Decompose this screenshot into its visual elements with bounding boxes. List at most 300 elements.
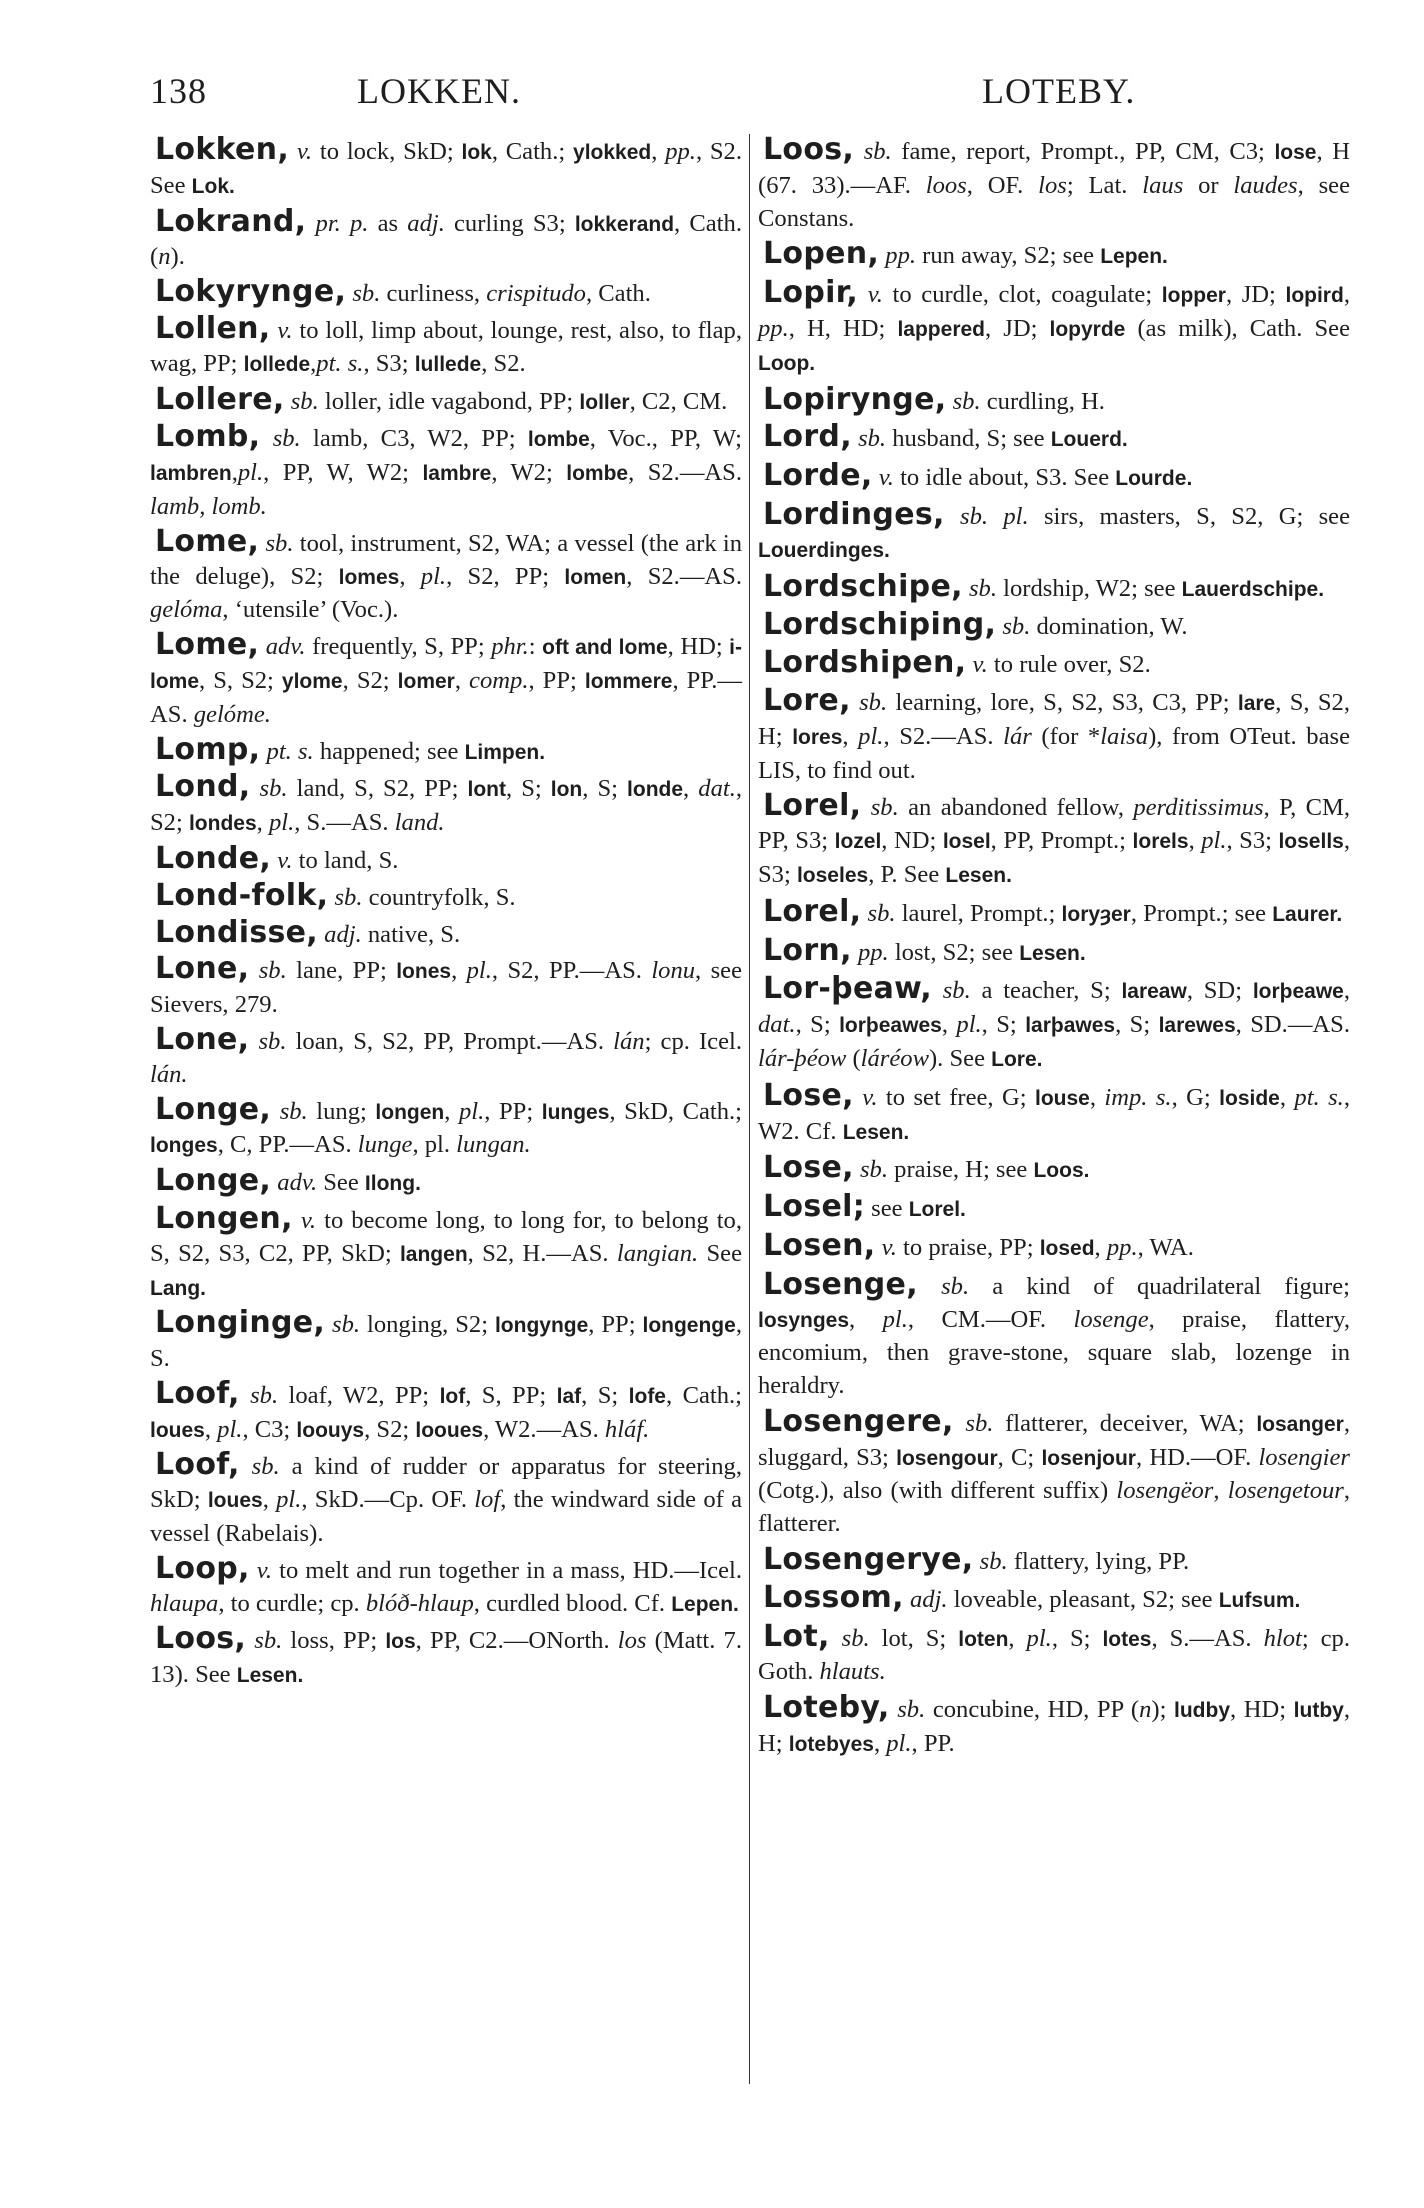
italic-text: pl. (458, 1097, 485, 1125)
entry-headword: Lopirynge, (763, 381, 947, 417)
form-variant: lomer (397, 669, 455, 693)
grammar-label: sb. (968, 574, 997, 602)
dictionary-entry (758, 1544, 1350, 1579)
italic-text: pt. s. (316, 349, 364, 377)
grammar-label: sb. (254, 1627, 283, 1655)
dictionary-entry (150, 203, 742, 275)
definition-text: lamb, C3, W2, PP; (300, 425, 528, 453)
page-header (150, 70, 1150, 120)
italic-text: pl. (466, 957, 492, 985)
grammar-label: adv. (277, 1169, 318, 1197)
entry-headword: Lome, (155, 627, 260, 663)
definition-text: , S.—AS. (1151, 1624, 1264, 1652)
dictionary-entry (758, 790, 1350, 892)
italic-text: hlaupa (150, 1589, 219, 1617)
definition-text: , P, CM, PP, S3; (758, 794, 1351, 855)
cross-reference: Lesen. (236, 1664, 304, 1688)
definition-text: flattery, lying, PP. (1007, 1548, 1190, 1576)
definition-text: flatterer, deceiver, WA; (993, 1409, 1257, 1437)
definition-text: ; Lat. (1066, 171, 1143, 199)
definition-text: , (1089, 1083, 1105, 1111)
italic-text: pt. s. (1294, 1083, 1344, 1111)
entry-headword: Lomp, (155, 731, 261, 767)
definition-text: , (204, 1415, 218, 1443)
form-variant: lutby (1293, 1699, 1344, 1723)
definition-text: , C, PP.—AS. (217, 1131, 358, 1159)
italic-text: comp. (469, 666, 529, 694)
form-variant: lotes (1102, 1627, 1152, 1651)
cross-reference: Louerdinges. (758, 538, 890, 562)
definition-text: , S3; (758, 827, 1350, 888)
italic-text: pp. (1106, 1233, 1138, 1261)
entry-headword: Loof, (155, 1447, 240, 1483)
italic-text: pl. (237, 459, 264, 487)
definition-text: , (1343, 281, 1350, 309)
form-variant: loseles (796, 863, 869, 887)
definition-text: , OF. (966, 171, 1039, 199)
dictionary-entry (758, 1191, 1350, 1227)
form-variant: lombe (527, 428, 590, 452)
entry-headword: Loos, (155, 1621, 247, 1657)
italic-text: dat. (758, 1011, 796, 1039)
italic-text: lán. (150, 1060, 188, 1088)
definition-text: , HD; (1230, 1696, 1294, 1724)
dictionary-entry (150, 276, 742, 311)
cross-reference: Lourde. (1115, 467, 1193, 491)
italic-text: laisa (1100, 722, 1149, 750)
cross-reference: Limpen. (464, 740, 546, 764)
form-variant: larþawes (1025, 1014, 1116, 1038)
definition-text: , (1343, 977, 1351, 1005)
italic-text: pl. (1026, 1624, 1052, 1652)
definition-text: , S2, PP; (446, 562, 565, 590)
definition-text: , (399, 562, 421, 590)
form-variant: loten (958, 1627, 1009, 1651)
grammar-label: sb. (1002, 613, 1031, 641)
dictionary-entry (150, 731, 742, 770)
definition-text: , Voc., PP, W; (589, 425, 742, 453)
entry-headword: Losen, (763, 1227, 876, 1263)
grammar-label: v. (277, 316, 293, 344)
dictionary-entry (150, 629, 742, 731)
italic-text: n (158, 243, 171, 271)
right-column (758, 134, 1350, 1765)
definition-text: , P. See (868, 860, 946, 888)
definition-text: , (451, 957, 467, 985)
definition-text: , (444, 1097, 459, 1125)
grammar-label: sb. (858, 425, 887, 453)
italic-text: perditissimus (1133, 794, 1264, 822)
dictionary-entry (150, 877, 742, 915)
grammar-label: sb. (867, 899, 896, 927)
definition-text: , ND; (881, 827, 943, 855)
definition-text: ). See (928, 1044, 992, 1072)
definition-text: to set free, G; (877, 1083, 1035, 1111)
entry-headword: Lord, (763, 419, 852, 455)
definition-text: to curdle, clot, coagulate; (882, 281, 1162, 309)
entry-headword: Lot, (763, 1618, 830, 1654)
definition-text: , H; (758, 1696, 1350, 1758)
form-variant: lorþeawes (839, 1014, 942, 1038)
form-variant: ylokked (573, 141, 652, 164)
form-variant: longenge (642, 1314, 736, 1338)
italic-text: losengier (1258, 1443, 1350, 1471)
definition-text: , (310, 349, 317, 377)
form-variant: lappered (897, 317, 985, 341)
definition-text: loss, PP; (282, 1627, 386, 1655)
form-variant: louse (1034, 1086, 1090, 1110)
dictionary-entry (758, 460, 1350, 496)
definition-text: , Prompt.; see (1130, 899, 1273, 927)
entry-headword: Lond, (155, 769, 251, 805)
definition-text: , (262, 1486, 277, 1514)
italic-text: langian. (616, 1239, 699, 1267)
definition-text: curliness, (380, 280, 487, 308)
grammar-label: v. (296, 138, 313, 165)
definition-text: , HD; (667, 633, 730, 661)
form-variant: losells (1278, 830, 1344, 854)
entry-headword: Lomb, (155, 419, 261, 455)
italic-text: adj. (407, 209, 445, 237)
entry-headword: Losengere, (763, 1403, 954, 1439)
dictionary-entry (150, 1623, 742, 1693)
definition-text: , (231, 459, 238, 487)
form-variant: loryȝer (1061, 902, 1131, 926)
dictionary-entry (758, 238, 1350, 274)
entry-headword: Loos, (763, 132, 855, 167)
definition-text: , S; (582, 775, 628, 803)
italic-text: láréow (860, 1044, 929, 1072)
definition-text: a teacher, S; (970, 977, 1122, 1005)
definition-text: ( (846, 1044, 861, 1072)
grammar-label: v. (867, 281, 883, 309)
definition-text: , see Sievers, 279. (150, 957, 742, 1019)
italic-text: pl. (268, 809, 295, 837)
italic-text: land. (394, 809, 445, 837)
definition-text: , sluggard, S3; (758, 1409, 1350, 1471)
dictionary-entry (758, 932, 1350, 971)
dictionary-entry (758, 647, 1350, 682)
italic-text: hlauts. (819, 1658, 886, 1686)
grammar-label: sb. (952, 387, 981, 415)
grammar-label: sb. (258, 1027, 287, 1055)
definition-text: , S2. (481, 349, 526, 377)
definition-text: , WA. (1137, 1233, 1194, 1261)
definition-text: , JD; (1225, 281, 1286, 309)
form-variant: oft and lome (542, 636, 668, 660)
italic-text: lonu (651, 957, 696, 985)
italic-text: pl. (1201, 827, 1227, 855)
definition-text: ). (170, 243, 185, 271)
dictionary-entry (758, 1618, 1350, 1690)
definition-text: native, S. (361, 920, 461, 948)
italic-text: hlot (1263, 1624, 1302, 1652)
italic-text: los (617, 1627, 647, 1655)
entry-headword: Losengerye, (763, 1542, 974, 1578)
form-variant: lorþeawe (1252, 980, 1344, 1004)
definition-text: , SkD, Cath.; (609, 1097, 743, 1125)
form-variant: lont (467, 778, 506, 802)
form-variant: lozel (834, 830, 882, 854)
definition-text: , (454, 666, 470, 694)
form-variant: larewes (1158, 1014, 1236, 1038)
definition-text: , H (67. 33).—AF. (758, 138, 1350, 199)
italic-text: losenge (1073, 1305, 1149, 1333)
form-variant: los (385, 1630, 416, 1654)
entry-headword: Lordschipe, (763, 568, 963, 604)
definition-text: concubine, HD, PP ( (925, 1696, 1140, 1724)
definition-text: run away, S2; see (916, 242, 1101, 270)
form-variant: lotebyes (788, 1733, 874, 1757)
definition-text: , Cath.; (491, 138, 574, 165)
definition-text: husband, S; see (886, 425, 1051, 453)
definition-text: , W2.—AS. (483, 1415, 605, 1443)
definition-text: , S2.—AS. (626, 562, 743, 590)
left-guide-word: LOKKEN. (357, 71, 521, 111)
definition-text: , SkD.—Cp. OF. (301, 1486, 475, 1514)
form-variant: loller (579, 390, 630, 414)
grammar-label: sb. (863, 138, 892, 165)
cross-reference: Lepen. (1100, 245, 1168, 269)
cross-reference: Lang. (150, 1276, 206, 1300)
dictionary-entry (150, 1550, 742, 1622)
definition-text: , (1094, 1233, 1107, 1261)
dictionary-entry (150, 840, 742, 878)
definition-text: to become long, to long for, to belong to, S, S2, S3, C2, PP, SkD; (150, 1206, 742, 1267)
definition-text: loan, S, S2, PP, Prompt.—AS. (286, 1027, 614, 1055)
entry-headword: Lose, (763, 1150, 854, 1186)
definition-text: lane, PP; (286, 957, 397, 985)
column-divider (749, 134, 750, 2084)
cross-reference: Louerd. (1050, 428, 1128, 452)
cross-reference: Lufsum. (1218, 1588, 1301, 1612)
form-variant: langen (399, 1242, 468, 1266)
entry-headword: Lorel, (763, 788, 862, 824)
italic-text: loos (925, 171, 967, 199)
dictionary-entry (758, 421, 1350, 457)
definition-text: , praise, flattery, encomium, then grave-stone, square slab, lozenge in heraldry. (758, 1305, 1351, 1400)
definition-text: , (941, 1011, 957, 1039)
form-variant: loues (207, 1489, 263, 1513)
left-column (150, 134, 742, 1695)
entry-headword: Losenge, (763, 1266, 918, 1302)
entry-headword: Loof, (155, 1375, 240, 1411)
definition-text: frequently, S, PP; (305, 633, 492, 661)
definition-text: laurel, Prompt.; (895, 899, 1062, 927)
grammar-label: sb. (334, 883, 363, 911)
definition-text: curling S3; (444, 209, 575, 237)
form-variant: lopird (1285, 284, 1344, 308)
grammar-label: sb. (979, 1548, 1008, 1576)
entry-headword: Lone, (155, 1021, 250, 1057)
definition-text: praise, H; see (888, 1156, 1034, 1184)
definition-text: , S; (1115, 1011, 1159, 1039)
form-variant: losel (942, 830, 991, 854)
definition-text: tool, instrument, S2, WA; a vessel (the ark in the deluge), S2; (150, 529, 742, 590)
dictionary-entry (758, 381, 1350, 419)
definition-text: to land, S. (292, 846, 399, 874)
dictionary-entry (150, 914, 742, 952)
definition-text: , (1188, 827, 1202, 855)
grammar-label: sb. (859, 688, 888, 716)
italic-text: pp. (758, 314, 789, 342)
grammar-label: sb. pl. (960, 502, 1029, 530)
form-variant: longynge (494, 1314, 589, 1338)
definition-text: , PP, C2.—ONorth. (415, 1627, 618, 1655)
definition-text: , C2, CM. (629, 387, 728, 415)
dictionary-entry (758, 609, 1350, 644)
definition-text: , (683, 775, 699, 803)
cross-reference: Lok. (191, 174, 235, 198)
definition-text: a kind of rudder or apparatus for steering, SkD; (150, 1453, 742, 1514)
dictionary-entry (758, 496, 1350, 568)
definition-text: , see Constans. (758, 171, 1350, 232)
form-variant: ludby (1174, 1699, 1230, 1723)
dictionary-entry (150, 310, 742, 382)
form-variant: loues (150, 1418, 205, 1442)
grammar-label: v. (881, 1233, 897, 1261)
definition-text: , PP, Prompt.; (990, 827, 1133, 855)
form-variant: londe (627, 778, 684, 802)
definition-text: , S2; (342, 666, 398, 694)
entry-headword: Lopir, (763, 275, 859, 311)
form-variant: lopper (1161, 284, 1226, 308)
form-variant: lok (461, 141, 492, 164)
grammar-label: sb. (265, 529, 294, 557)
italic-text: losengëor (1116, 1477, 1214, 1505)
definition-text: , S.—AS. (294, 809, 395, 837)
cross-reference: Loop. (758, 351, 816, 375)
grammar-label: sb. (897, 1696, 926, 1724)
entry-headword: Lorn, (763, 932, 852, 968)
form-variant: lombe (566, 462, 629, 486)
dictionary-entry (758, 973, 1350, 1076)
form-variant: lommere (584, 669, 673, 693)
cross-reference: Lepen. (671, 1592, 739, 1616)
italic-text: phr. (491, 633, 529, 661)
entry-headword: Lond-folk, (155, 877, 329, 913)
cross-reference: Lesen. (842, 1120, 910, 1144)
entry-headword: Lordshipen, (763, 645, 967, 681)
definition-text: , S, PP; (465, 1381, 557, 1409)
definition-text: , W2; (491, 459, 567, 487)
definition-text: lung; (307, 1097, 376, 1125)
entry-headword: Lokyrynge, (155, 274, 347, 310)
definition-text: fame, report, Prompt., PP, CM, C3; (891, 138, 1275, 165)
dictionary-entry (758, 277, 1350, 380)
form-variant: lareaw (1121, 980, 1187, 1004)
dictionary-entry (150, 1091, 743, 1164)
definition-text: , PP; (484, 1097, 542, 1125)
entry-headword: Lordschiping, (763, 607, 997, 643)
grammar-label: sb. (942, 977, 971, 1005)
dictionary-entry (758, 1077, 1350, 1150)
form-variant: lomen (564, 565, 627, 589)
definition-text: sirs, masters, S, S2, G; see (1028, 502, 1350, 530)
italic-text: pl. (420, 562, 447, 590)
dictionary-entry (150, 1165, 742, 1201)
form-variant: lones (396, 960, 452, 984)
definition-text: to loll, limp about, lounge, rest, also, to flap, wag, PP; (150, 316, 742, 377)
entry-headword: Longen, (155, 1200, 293, 1236)
entry-headword: Lopen, (763, 236, 880, 272)
definition-text: , PP; (528, 666, 585, 694)
definition-text: , (849, 1305, 883, 1333)
definition-text: , (1213, 1477, 1228, 1505)
entry-headword: Lossom, (763, 1579, 904, 1615)
grammar-label: pp. (857, 938, 889, 966)
dictionary-entry (758, 1152, 1350, 1188)
form-variant: loside (1219, 1086, 1280, 1110)
definition-text: an abandoned fellow, (898, 794, 1134, 822)
form-variant: i-lome (150, 636, 742, 693)
entry-headword: Lor-þeaw, (763, 971, 932, 1007)
italic-text: pl. (276, 1486, 302, 1514)
definition-text: , Cath. ( (150, 209, 742, 271)
definition-text: , HD.—OF. (1135, 1443, 1259, 1471)
entry-headword: Lose, (763, 1077, 854, 1113)
italic-text: lunge (357, 1131, 413, 1159)
form-variant: losynges (758, 1308, 850, 1332)
grammar-label: sb. (965, 1409, 994, 1437)
dictionary-entry (150, 771, 742, 841)
grammar-label: sb. (352, 280, 381, 308)
entry-headword: Lokken, (155, 132, 290, 167)
form-variant: lores (792, 725, 843, 749)
grammar-label: sb. (290, 387, 319, 415)
grammar-label: v. (300, 1206, 317, 1234)
form-variant: lollede (243, 352, 311, 376)
grammar-label: sb. (279, 1097, 308, 1125)
grammar-label: sb. (259, 775, 288, 803)
cross-reference: Lore. (991, 1047, 1043, 1071)
definition-text: , S2; (364, 1415, 416, 1443)
definition-text: ), from OTeut. base LIS, to find out. (758, 722, 1350, 784)
definition-text: , Cath. (585, 280, 651, 308)
grammar-label: pr. p. (315, 209, 369, 237)
dictionary-entry (758, 682, 1350, 787)
form-variant: laf (556, 1384, 582, 1408)
form-variant: lullede (414, 352, 482, 376)
definition-text: lordship, W2; see (996, 574, 1182, 602)
entry-headword: Lone, (155, 951, 250, 987)
definition-text: , S; (505, 775, 551, 803)
entry-headword: Lome, (155, 523, 260, 559)
definition-text: , PP. (911, 1730, 955, 1758)
cross-reference: Loos. (1033, 1159, 1090, 1183)
definition-text: , Cath.; (666, 1381, 742, 1409)
entry-headword: Londe, (155, 840, 272, 876)
dictionary-entry (758, 1227, 1350, 1266)
grammar-label: sb. (941, 1272, 970, 1300)
grammar-label: adj. (324, 920, 362, 948)
grammar-label: sb. (870, 794, 899, 822)
entry-headword: Losel; (763, 1189, 866, 1225)
definition-text: , S2.—AS. (628, 459, 743, 487)
dictionary-entry (150, 421, 742, 523)
definition-text: See (317, 1169, 365, 1197)
form-variant: longen (375, 1100, 445, 1124)
cross-reference: Laurer. (1272, 902, 1343, 926)
grammar-label: v. (972, 651, 988, 679)
italic-text: lár-þéow (758, 1044, 847, 1072)
grammar-label: sb. (251, 1453, 280, 1481)
definition-text: , S2, H.—AS. (467, 1239, 617, 1267)
form-variant: lambren (150, 462, 232, 486)
form-variant: lorels (1132, 830, 1189, 854)
dictionary-entry (758, 1692, 1350, 1762)
definition-text: (as milk), Cath. See (1125, 314, 1350, 342)
